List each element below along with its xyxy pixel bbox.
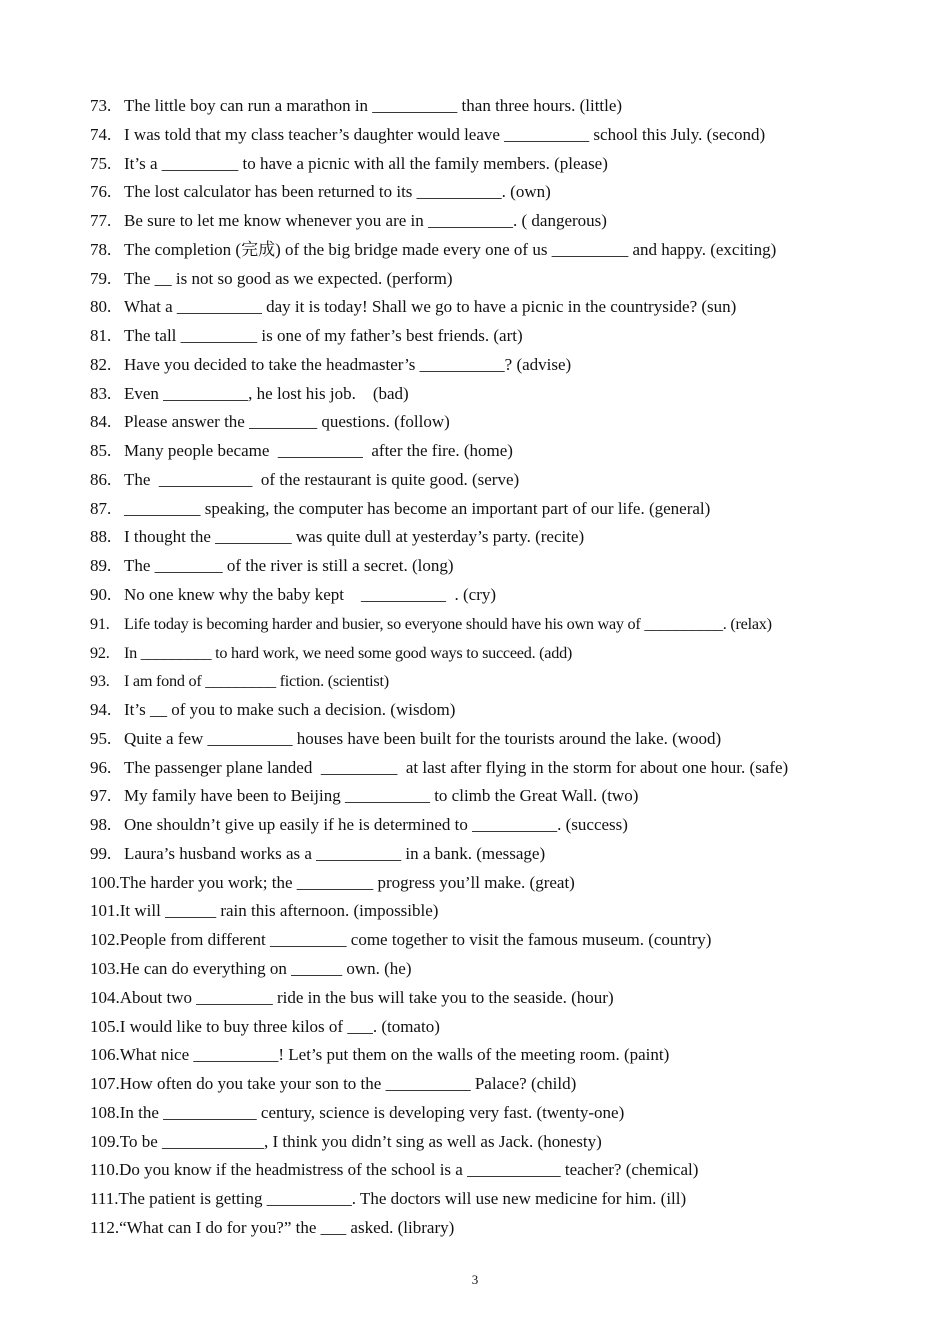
question-number: 94. [90,700,112,720]
question-text: It’s __ of you to make such a decision. (wisdom) [124,700,456,720]
question-text: Be sure to let me know whenever you are in __________. ( dangerous) [124,211,607,231]
question-text: No one knew why the baby kept __________ . (cry) [124,585,497,605]
question-number: 106. [90,1045,120,1065]
question-text: He can do everything on ______ own. (he) [119,958,412,978]
question-number: 96. [90,757,112,777]
question-item [90,782,890,811]
question-text: The patient is getting __________. The doctors will use new medicine for him. (ill) [118,1189,687,1209]
question-text: What nice __________! Let’s put them on the walls of the meeting room. (paint) [119,1045,670,1065]
question-item [90,380,890,409]
question-text: In _________ to hard work, we need some good ways to succeed. (add) [124,643,573,662]
question-text: I would like to buy three kilos of ___. (tomato) [119,1016,440,1036]
question-text: I thought the _________ was quite dull at yesterday’s party. (recite) [124,527,585,547]
question-text: It’s a _________ to have a picnic with all the family members. (please) [124,153,608,173]
question-text: What a __________ day it is today! Shall we go to have a picnic in the countryside? (sun) [124,297,737,317]
question-text: One shouldn’t give up easily if he is determined to __________. (success) [124,815,628,835]
question-text: The passenger plane landed _________ at last after flying in the storm for about one hour. (safe) [124,757,789,777]
question-number: 81. [90,326,112,346]
question-number: 80. [90,297,112,317]
question-number: 84. [90,412,112,432]
question-text: Life today is becoming harder and busier, so everyone should have his own way of __________. (relax) [124,614,772,633]
question-text: The harder you work; the _________ progress you’ll make. (great) [119,872,575,892]
question-text: “What can I do for you?” the ___ asked. (library) [119,1217,455,1237]
question-item [90,955,890,984]
question-item [90,610,890,639]
question-number: 102. [90,930,120,950]
question-text: In the ___________ century, science is developing very fast. (twenty-one) [119,1102,625,1122]
question-text: It will ______ rain this afternoon. (impossible) [119,901,439,921]
question-number: 85. [90,441,112,461]
question-text: Laura’s husband works as a __________ in a bank. (message) [124,843,546,863]
question-text: The lost calculator has been returned to its __________. (own) [124,182,551,202]
question-item [90,437,890,466]
question-number: 77. [90,211,112,231]
page-number: 3 [471,1272,479,1287]
question-item [90,840,890,869]
question-number: 83. [90,383,112,403]
question-number: 107. [90,1074,120,1094]
question-number: 111. [90,1189,119,1209]
question-item [90,1013,890,1042]
question-number: 93. [90,672,110,691]
question-item [90,811,890,840]
question-number: 101. [90,901,120,921]
question-item [90,1156,890,1185]
question-text: Even __________, he lost his job. (bad) [124,383,409,403]
question-number: 79. [90,268,112,288]
question-text: People from different _________ come together to visit the famous museum. (country) [119,930,712,950]
question-item [90,466,890,495]
question-item [90,984,890,1013]
question-item [90,1128,890,1157]
question-number: 75. [90,153,112,173]
question-number: 109. [90,1131,120,1151]
question-item [90,897,890,926]
question-number: 76. [90,182,112,202]
question-text: Please answer the ________ questions. (follow) [124,412,450,432]
question-number: 90. [90,585,112,605]
question-number: 95. [90,728,112,748]
question-item [90,754,890,783]
question-item [90,523,890,552]
question-item [90,1041,890,1070]
question-item [90,121,890,150]
question-text: Many people became __________ after the fire. (home) [124,441,513,461]
question-item [90,1185,890,1214]
question-item [90,581,890,610]
question-item [90,92,890,121]
question-number: 97. [90,786,112,806]
question-item [90,150,890,179]
question-text: The little boy can run a marathon in __________ than three hours. (little) [124,96,623,115]
question-text: The ________ of the river is still a secret. (long) [124,556,454,576]
question-number: 78. [90,239,112,259]
question-item [90,696,890,725]
question-number: 103. [90,958,120,978]
question-item [90,1214,890,1243]
question-text: I was told that my class teacher’s daughter would leave __________ school this July. (second) [124,124,766,144]
question-item [90,869,890,898]
question-text: The __ is not so good as we expected. (perform) [124,268,453,288]
question-text: My family have been to Beijing __________ to climb the Great Wall. (two) [124,786,639,806]
question-number: 91. [90,614,110,633]
question-number: 98. [90,815,112,835]
question-text: Do you know if the headmistress of the school is a ___________ teacher? (chemical) [119,1160,699,1180]
question-number: 112. [90,1217,120,1237]
question-item [90,351,890,380]
question-text: The completion (完成) of the big bridge made every one of us _________ and happy. (exciting) [124,239,777,259]
question-item [90,639,890,668]
question-item [90,1070,890,1099]
question-text: How often do you take your son to the __________ Palace? (child) [119,1074,577,1094]
question-number: 89. [90,556,112,576]
question-text: About two _________ ride in the bus will take you to the seaside. (hour) [119,987,614,1007]
question-number: 88. [90,527,112,547]
question-text: _________ speaking, the computer has become an important part of our life. (general) [124,498,711,518]
question-item [90,265,890,294]
question-number: 87. [90,498,112,518]
question-number: 86. [90,469,112,489]
question-number: 100. [90,872,120,892]
question-item [90,1099,890,1128]
question-text: The ___________ of the restaurant is quite good. (serve) [124,469,520,489]
question-item [90,322,890,351]
question-item [90,552,890,581]
question-text: Have you decided to take the headmaster’s __________? (advise) [124,354,572,374]
question-text: Quite a few __________ houses have been built for the tourists around the lake. (wood) [124,728,722,748]
question-item [90,178,890,207]
question-text: To be ____________, I think you didn’t sing as well as Jack. (honesty) [119,1131,602,1151]
question-number: 82. [90,354,112,374]
question-item [90,236,890,265]
question-text: I am fond of _________ fiction. (scientist) [124,672,389,691]
question-number: 92. [90,643,110,662]
question-item [90,207,890,236]
question-number: 110. [90,1160,120,1180]
question-number: 99. [90,843,112,863]
question-list [90,92,890,1243]
question-item [90,495,890,524]
question-number: 105. [90,1016,120,1036]
question-item [90,667,890,696]
question-item [90,926,890,955]
question-number: 74. [90,124,112,144]
question-item [90,725,890,754]
question-item [90,293,890,322]
question-number: 73. [90,96,112,115]
question-item [90,408,890,437]
question-number: 104. [90,987,120,1007]
question-text: The tall _________ is one of my father’s best friends. (art) [124,326,523,346]
question-number: 108. [90,1102,120,1122]
